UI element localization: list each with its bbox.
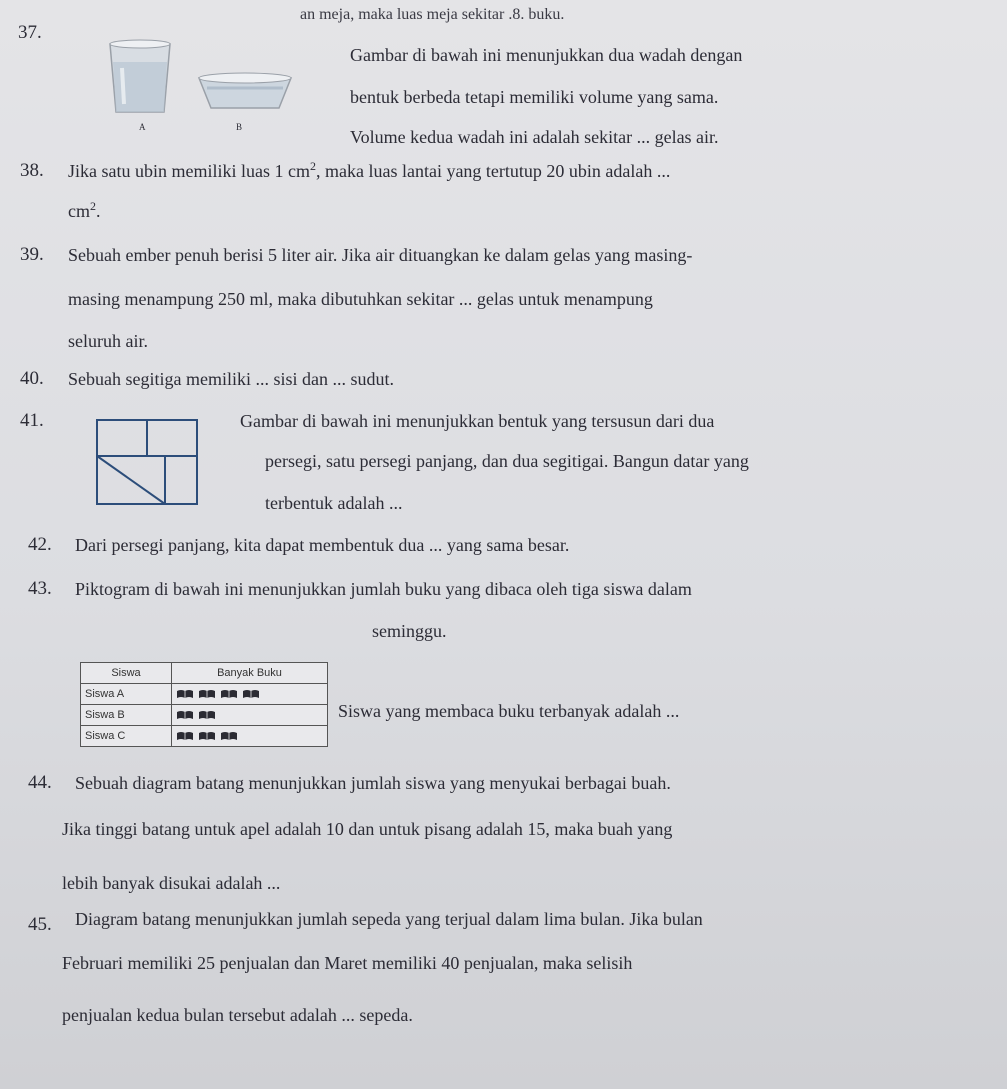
question-number-42: 42. [28, 534, 52, 555]
q45-line-2: Februari memiliki 25 penjualan dan Maret memiliki 40 penjualan, maka selisih [62, 953, 633, 973]
student-name-cell: Siswa B [81, 705, 172, 726]
q42-line-1: Dari persegi panjang, kita dapat membentuk dua ... yang sama besar. [75, 535, 570, 555]
question-number-45: 45. [28, 914, 52, 935]
book-icon [242, 689, 260, 699]
q37-line-1: Gambar di bawah ini menunjukkan dua wadah dengan [350, 45, 743, 65]
composite-shape-figure [95, 418, 201, 513]
q39-line-2: masing menampung 250 ml, maka dibutuhkan sekitar ... gelas untuk menampung [68, 289, 653, 309]
q44-line-3: lebih banyak disukai adalah ... [62, 873, 281, 893]
caption-a: A [139, 122, 146, 132]
question-number-40: 40. [20, 368, 44, 389]
q37-line-3: Volume kedua wadah ini adalah sekitar ... gelas air. [350, 127, 719, 147]
q38-line-1 [68, 160, 670, 182]
q38-text-a: Jika satu ubin memiliki luas 1 cm [68, 161, 310, 181]
student-name-cell: Siswa A [81, 684, 172, 705]
q38-sup-2: 2 [90, 199, 96, 213]
student-name-cell: Siswa C [81, 726, 172, 747]
tall-glass-icon [100, 38, 180, 118]
wide-bowl-icon [195, 70, 295, 114]
question-number-37: 37. [18, 22, 42, 43]
question-number-39: 39. [20, 244, 44, 265]
q43-line-1: Piktogram di bawah ini menunjukkan jumlah buku yang dibaca oleh tiga siswa dalam [75, 579, 692, 599]
book-icon [198, 731, 216, 741]
q38-line-2 [68, 200, 101, 222]
q44-line-1: Sebuah diagram batang menunjukkan jumlah siswa yang menyukai berbagai buah. [75, 773, 671, 793]
header-banyak-buku: Banyak Buku [172, 663, 328, 684]
caption-b: B [236, 122, 243, 132]
q43-line-3: Siswa yang membaca buku terbanyak adalah ... [338, 701, 680, 721]
table-row [81, 726, 328, 747]
question-number-38: 38. [20, 160, 44, 181]
book-icon [198, 689, 216, 699]
q45-line-1: Diagram batang menunjukkan jumlah sepeda yang terjual dalam lima bulan. Jika bulan [75, 909, 703, 929]
book-icon [176, 710, 194, 720]
q38-unit: cm [68, 201, 90, 221]
book-icon [220, 731, 238, 741]
bowl-b-picture [195, 70, 295, 119]
table-row [81, 705, 328, 726]
q43-line-2: seminggu. [372, 621, 447, 641]
book-count-cell [172, 726, 328, 747]
q45-line-3: penjualan kedua bulan tersebut adalah ... sepeda. [62, 1005, 413, 1025]
book-icon [198, 710, 216, 720]
book-count-cell [172, 684, 328, 705]
book-icon [176, 689, 194, 699]
q38-sup-1: 2 [309, 159, 316, 173]
q38-period: . [96, 201, 101, 221]
glass-a-picture [100, 38, 180, 123]
table-header-row [81, 663, 328, 684]
q41-line-2: persegi, satu persegi panjang, dan dua segitigai. Bangun datar yang [265, 451, 749, 471]
table-row [81, 684, 328, 705]
book-count-cell [172, 705, 328, 726]
header-siswa: Siswa [81, 663, 172, 684]
q38-text-b: , maka luas lantai yang tertutup 20 ubin adalah ... [315, 161, 671, 181]
question-number-43: 43. [28, 578, 52, 599]
pictogram-table [80, 662, 328, 747]
q44-line-2: Jika tinggi batang untuk apel adalah 10 dan untuk pisang adalah 15, maka buah yang [62, 819, 673, 839]
q37-line-2: bentuk berbeda tetapi memiliki volume yang sama. [350, 87, 719, 107]
book-icon [176, 731, 194, 741]
question-number-41: 41. [20, 410, 44, 431]
question-number-44: 44. [28, 772, 52, 793]
q41-line-3: terbentuk adalah ... [265, 493, 403, 513]
q40-line-1: Sebuah segitiga memiliki ... sisi dan ... sudut. [68, 369, 394, 389]
q39-line-1: Sebuah ember penuh berisi 5 liter air. Jika air dituangkan ke dalam gelas yang masing- [68, 245, 693, 265]
header-fragment: an meja, maka luas meja sekitar .8. buku. [300, 6, 565, 23]
shape-grid-icon [95, 418, 201, 508]
q39-line-3: seluruh air. [68, 331, 148, 351]
q41-line-1: Gambar di bawah ini menunjukkan bentuk yang tersusun dari dua [240, 411, 715, 431]
book-icon [220, 689, 238, 699]
